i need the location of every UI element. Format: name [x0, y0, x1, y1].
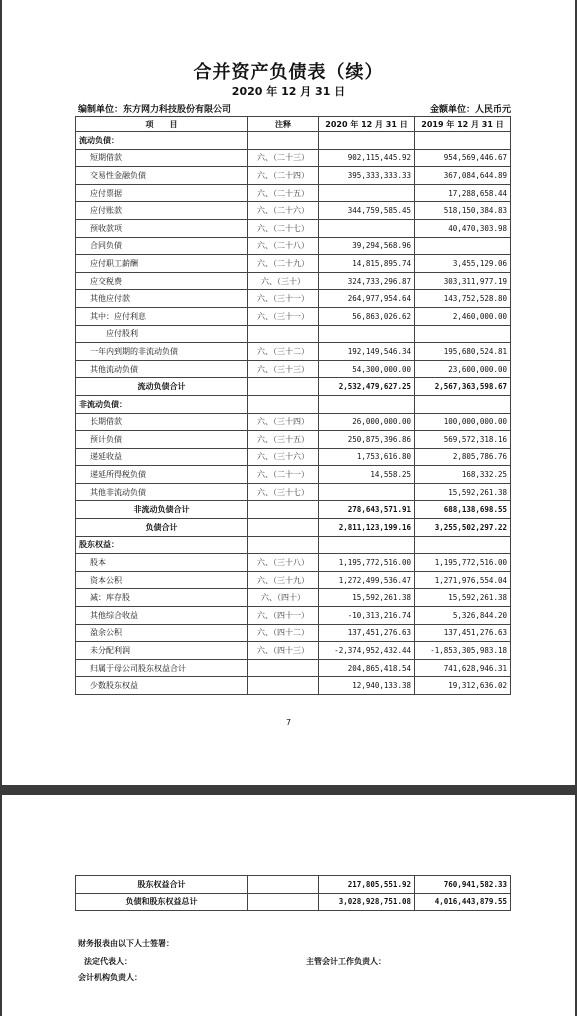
row-value-2019: 143,752,528.80: [415, 290, 511, 308]
row-value-2020: 2,532,479,627.25: [319, 378, 415, 396]
row-item-label: 应付票据: [76, 184, 248, 202]
row-item-label: 预收款项: [76, 219, 248, 237]
table-row: [76, 395, 511, 413]
row-note: [248, 132, 319, 150]
table-row: [76, 255, 511, 273]
row-item-label: 交易性金融负债: [76, 167, 248, 185]
row-note: [248, 501, 319, 519]
row-value-2019: [415, 237, 511, 255]
page-number: 7: [285, 718, 292, 727]
row-note: 六、（四十二）: [248, 624, 319, 642]
row-item-label: 股本: [76, 554, 248, 572]
row-item-label: 非流动负债：: [76, 395, 248, 413]
row-note: 六、（三十一）: [248, 307, 319, 325]
row-value-2020: [319, 132, 415, 150]
row-note: 六、（二十七）: [248, 219, 319, 237]
row-note: [248, 378, 319, 396]
row-item-label: 合同负债: [76, 237, 248, 255]
row-value-2020: 15,592,261.38: [319, 589, 415, 607]
row-item-label: 其他非流动负债: [76, 483, 248, 501]
row-value-2020: 344,759,585.45: [319, 202, 415, 220]
row-item-label: 归属于母公司股东权益合计: [76, 659, 248, 677]
table-row: [76, 642, 511, 660]
row-note: 六、（三十五）: [248, 431, 319, 449]
row-value-2020: -2,374,952,432.44: [319, 642, 415, 660]
row-item-label: 应付股利: [76, 325, 248, 343]
row-value-2019: [415, 536, 511, 554]
report-title: 合并资产负债表（续）: [193, 62, 384, 83]
row-value-2020: 54,300,000.00: [319, 360, 415, 378]
table-row: [76, 571, 511, 589]
row-value-2020: 1,195,772,516.00: [319, 554, 415, 572]
row-value-2019: 3,255,502,297.22: [415, 519, 511, 537]
table-row: [76, 624, 511, 642]
row-value-2020: 264,977,954.64: [319, 290, 415, 308]
table-row: [76, 893, 511, 911]
row-value-2020: [319, 395, 415, 413]
row-value-2019: 2,805,786.76: [415, 448, 511, 466]
table-row: [76, 272, 511, 290]
row-value-2020: 137,451,276.63: [319, 624, 415, 642]
balance-sheet-table: [75, 116, 511, 695]
row-value-2019: 954,569,446.67: [415, 149, 511, 167]
row-value-2020: [319, 184, 415, 202]
row-value-2020: 14,815,895.74: [319, 255, 415, 273]
row-item-label: 短期借款: [76, 149, 248, 167]
row-note: 六、（四十三）: [248, 642, 319, 660]
row-value-2019: 168,332.25: [415, 466, 511, 484]
row-item-label: 未分配利润: [76, 642, 248, 660]
row-value-2020: 2,811,123,199.16: [319, 519, 415, 537]
table-row: [76, 501, 511, 519]
row-item-label: 长期借款: [76, 413, 248, 431]
row-value-2020: 278,643,571.91: [319, 501, 415, 519]
table-row: [76, 325, 511, 343]
row-note: 六、（四十一）: [248, 607, 319, 625]
table-row: [76, 677, 511, 695]
row-item-label: 应交税费: [76, 272, 248, 290]
table-row: [76, 589, 511, 607]
table-row: [76, 431, 511, 449]
table-row: [76, 167, 511, 185]
row-note: [248, 893, 319, 911]
row-value-2020: 1,753,616.80: [319, 448, 415, 466]
row-item-label: 股东权益：: [76, 536, 248, 554]
row-value-2019: 569,572,318.16: [415, 431, 511, 449]
row-value-2019: [415, 132, 511, 150]
row-value-2019: 40,470,303.98: [415, 219, 511, 237]
row-item-label: 递延所得税负债: [76, 466, 248, 484]
row-value-2019: 367,084,644.89: [415, 167, 511, 185]
row-note: 六、（二十五）: [248, 184, 319, 202]
row-value-2019: 100,000,000.00: [415, 413, 511, 431]
row-note: [248, 395, 319, 413]
row-value-2019: 1,195,772,516.00: [415, 554, 511, 572]
table-row: [76, 536, 511, 554]
row-value-2019: 15,592,261.38: [415, 483, 511, 501]
row-value-2020: 250,875,396.86: [319, 431, 415, 449]
row-note: 六、（二十四）: [248, 167, 319, 185]
row-note: 六、（四十）: [248, 589, 319, 607]
report-date: 2020 年 12 月 31 日: [231, 85, 346, 98]
report-page-2: [2, 795, 575, 1016]
row-value-2020: 192,149,546.34: [319, 343, 415, 361]
row-item-label: 应付职工薪酬: [76, 255, 248, 273]
row-note: [248, 876, 319, 894]
row-note: 六、（二十三）: [248, 149, 319, 167]
row-item-label: 非流动负债合计: [76, 501, 248, 519]
table-row: [76, 659, 511, 677]
balance-sheet-table-continued: [75, 875, 511, 911]
row-value-2019: 303,311,977.19: [415, 272, 511, 290]
row-value-2019: 741,628,946.31: [415, 659, 511, 677]
row-item-label: 一年内到期的非流动负债: [76, 343, 248, 361]
table-row: [76, 876, 511, 894]
row-value-2020: 12,940,133.38: [319, 677, 415, 695]
row-value-2020: 26,000,000.00: [319, 413, 415, 431]
row-item-label: 流动负债合计: [76, 378, 248, 396]
row-item-label: 其他流动负债: [76, 360, 248, 378]
row-value-2020: [319, 325, 415, 343]
row-value-2020: [319, 483, 415, 501]
row-value-2020: [319, 536, 415, 554]
row-value-2020: 1,272,499,536.47: [319, 571, 415, 589]
report-meta: [78, 102, 511, 115]
table-row: [76, 307, 511, 325]
table-row: [76, 290, 511, 308]
row-value-2019: 19,312,636.02: [415, 677, 511, 695]
legal-representative-label: 法定代表人：: [84, 957, 132, 966]
table-row: [76, 554, 511, 572]
row-item-label: 负债合计: [76, 519, 248, 537]
row-value-2019: 17,288,658.44: [415, 184, 511, 202]
accounting-dept-label: 会计机构负责人：: [78, 973, 142, 982]
row-value-2019: [415, 395, 511, 413]
row-value-2020: 217,805,551.92: [319, 876, 415, 894]
row-value-2020: 3,028,928,751.08: [319, 893, 415, 911]
row-value-2020: 395,333,333.33: [319, 167, 415, 185]
row-note: [248, 677, 319, 695]
row-value-2019: 1,271,976,554.04: [415, 571, 511, 589]
row-value-2019: 760,941,582.33: [415, 876, 511, 894]
row-item-label: 其他综合收益: [76, 607, 248, 625]
row-item-label: 盈余公积: [76, 624, 248, 642]
row-note: 六、（二十九）: [248, 255, 319, 273]
row-item-label: 其他应付款: [76, 290, 248, 308]
row-note: 六、（二十六）: [248, 202, 319, 220]
row-item-label: 应付账款: [76, 202, 248, 220]
row-value-2020: 39,294,568.96: [319, 237, 415, 255]
report-page-1: [2, 0, 575, 785]
row-note: [248, 519, 319, 537]
row-note: 六、（三十六）: [248, 448, 319, 466]
table-header-row: [76, 117, 511, 132]
col-header-note: 注释: [248, 117, 319, 132]
table-row: [76, 132, 511, 150]
table-row: [76, 607, 511, 625]
row-note: [248, 659, 319, 677]
row-item-label: 资本公积: [76, 571, 248, 589]
row-value-2019: 688,138,698.55: [415, 501, 511, 519]
row-value-2020: 14,558.25: [319, 466, 415, 484]
table-row: [76, 149, 511, 167]
table-row: [76, 184, 511, 202]
accounting-head-label: 主管会计工作负责人：: [306, 957, 386, 966]
signature-intro: 财务报表由以下人士签署：: [78, 939, 174, 948]
row-value-2019: 2,460,000.00: [415, 307, 511, 325]
table-row: [76, 202, 511, 220]
currency-label: 金额单位：人民币元: [429, 105, 511, 115]
row-note: 六、（三十七）: [248, 483, 319, 501]
row-note: 六、（三十）: [248, 272, 319, 290]
row-value-2019: 3,455,129.06: [415, 255, 511, 273]
table-row: [76, 237, 511, 255]
compiler-label: 编制单位：东方网力科技股份有限公司: [78, 105, 232, 115]
row-note: 六、（三十三）: [248, 360, 319, 378]
row-value-2019: -1,853,305,983.18: [415, 642, 511, 660]
table-row: [76, 219, 511, 237]
table-row: [76, 519, 511, 537]
row-item-label: 流动负债：: [76, 132, 248, 150]
row-value-2020: -10,313,216.74: [319, 607, 415, 625]
row-item-label: 预计负债: [76, 431, 248, 449]
row-note: 六、（三十二）: [248, 343, 319, 361]
row-value-2019: 195,680,524.81: [415, 343, 511, 361]
row-item-label: 减：库存股: [76, 589, 248, 607]
table-row: [76, 360, 511, 378]
row-value-2019: [415, 325, 511, 343]
table-row: [76, 413, 511, 431]
row-value-2019: 137,451,276.63: [415, 624, 511, 642]
row-note: 六、（三十九）: [248, 571, 319, 589]
table-row: [76, 448, 511, 466]
row-value-2019: 518,150,384.83: [415, 202, 511, 220]
table-row: [76, 466, 511, 484]
row-value-2020: 324,733,296.87: [319, 272, 415, 290]
row-note: 六、（二十八）: [248, 237, 319, 255]
row-value-2019: 5,326,844.20: [415, 607, 511, 625]
row-note: 六、（三十一）: [248, 290, 319, 308]
row-note: 六、（三十四）: [248, 413, 319, 431]
row-value-2020: 902,115,445.92: [319, 149, 415, 167]
row-note: [248, 325, 319, 343]
row-note: 六、（三十八）: [248, 554, 319, 572]
row-value-2019: 4,016,443,879.55: [415, 893, 511, 911]
row-value-2019: 23,600,000.00: [415, 360, 511, 378]
col-header-item: 项 目: [76, 117, 248, 132]
row-item-label: 递延收益: [76, 448, 248, 466]
row-value-2020: 204,865,418.54: [319, 659, 415, 677]
row-item-label: 少数股东权益: [76, 677, 248, 695]
col-header-2019: 2019 年 12 月 31 日: [415, 117, 511, 132]
row-value-2020: 56,863,026.62: [319, 307, 415, 325]
table-row: [76, 483, 511, 501]
col-header-2020: 2020 年 12 月 31 日: [319, 117, 415, 132]
row-item-label: 负债和股东权益总计: [76, 893, 248, 911]
row-value-2019: 2,567,363,598.67: [415, 378, 511, 396]
row-value-2020: [319, 219, 415, 237]
table-row: [76, 378, 511, 396]
row-note: 六、（二十一）: [248, 466, 319, 484]
row-item-label: 股东权益合计: [76, 876, 248, 894]
row-item-label: 其中：应付利息: [76, 307, 248, 325]
table-row: [76, 343, 511, 361]
row-value-2019: 15,592,261.38: [415, 589, 511, 607]
row-note: [248, 536, 319, 554]
